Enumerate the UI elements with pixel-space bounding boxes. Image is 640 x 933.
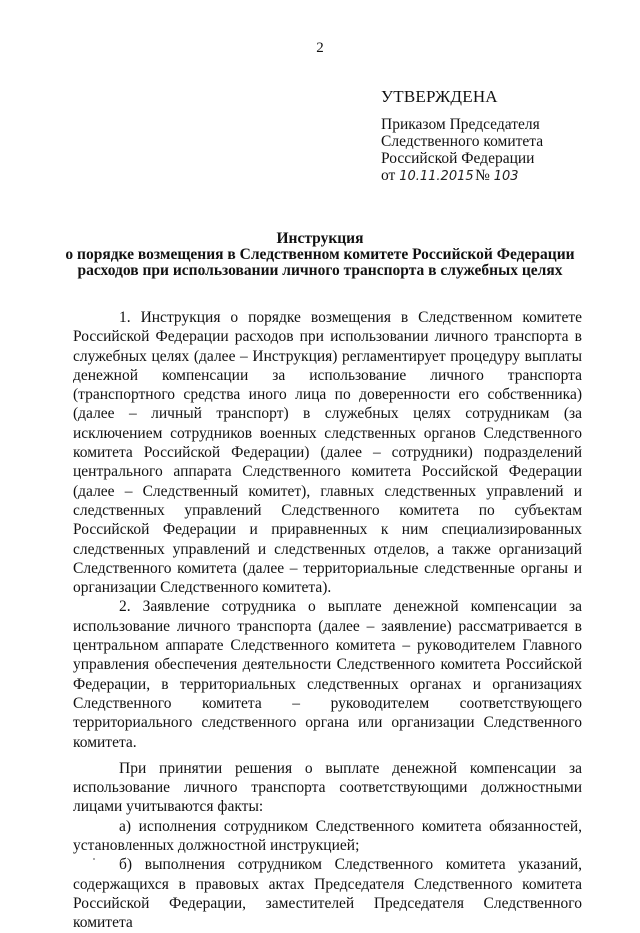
approval-line-3: Российской Федерации	[381, 150, 535, 167]
paragraph-3: При принятии решения о выплате денежной компенсации за использование личного транспорта соответствующими должностными лицами учитываются факты:	[73, 759, 582, 816]
title-line-1: Инструкция	[276, 230, 364, 247]
title-line-2: о порядке возмещения в Следственном комитете Российской Федерации	[65, 246, 575, 263]
paragraph-item-b: б) выполнения сотрудником Следственного комитета указаний, содержащихся в правовых актах Председателя Следственного комитета Российской Федерации, заместителей Председателя Следственного комитета	[73, 856, 582, 932]
page-number: 2	[316, 40, 324, 56]
order-date-number-line	[381, 167, 543, 185]
document-body	[73, 308, 582, 933]
document-title	[0, 231, 640, 279]
approval-stamp	[381, 88, 543, 185]
paragraph-item-a: а) исполнения сотрудником Следственного комитета обязанностей, установленных должностной инструкцией;	[73, 817, 582, 855]
handwritten-number: 103	[493, 169, 519, 184]
approved-heading: УТВЕРЖДЕНА	[381, 87, 498, 106]
approval-line-2: Следственного комитета	[381, 133, 544, 150]
paragraph-2: 2. Заявление сотрудника о выплате денежной компенсации за использование личного транспорта (далее – заявление) рассматривается в центральном аппарате Следственного комитета – руководителем Главного управления обеспечения деятельности Следственного комитета Российской Федерации, в территориальных следственных органах и организациях Следственного комитета – руководителем соответствующего территориального следственного органа или организации Следственного комитета.	[73, 598, 582, 751]
number-prefix: №	[475, 167, 490, 184]
date-prefix: от	[381, 167, 396, 184]
approval-line-1: Приказом Председателя	[381, 116, 540, 133]
title-line-3: расходов при использовании личного транспорта в служебных целях	[77, 262, 563, 279]
paragraph-1: 1. Инструкция о порядке возмещения в Следственном комитете Российской Федерации расходов при использовании личного транспорта в служебных целях (далее – Инструкция) регламентирует процедуру выплаты денежной компенсации за использование личного транспорта (транспортного средства иного лица по доверенности его собственника) (далее – личный транспорт) в служебных целях сотрудникам (за исключением сотрудников военных следственных органов Следственного комитета Российской Федерации) (далее – сотрудники) подразделений центрального аппарата Следственного комитета Российской Федерации (далее – Следственный комитет), главных следственных управлений и следственных управлений Следственного комитета по субъектам Российской Федерации и приравненных к ним специализированных следственных управлений и следственных отделов, а также организаций Следственного комитета (далее – территориальные следственные органы и организации Следственного комитета).	[73, 309, 582, 597]
handwritten-date: 10.11.2015	[399, 169, 474, 184]
scan-speck	[93, 858, 95, 860]
